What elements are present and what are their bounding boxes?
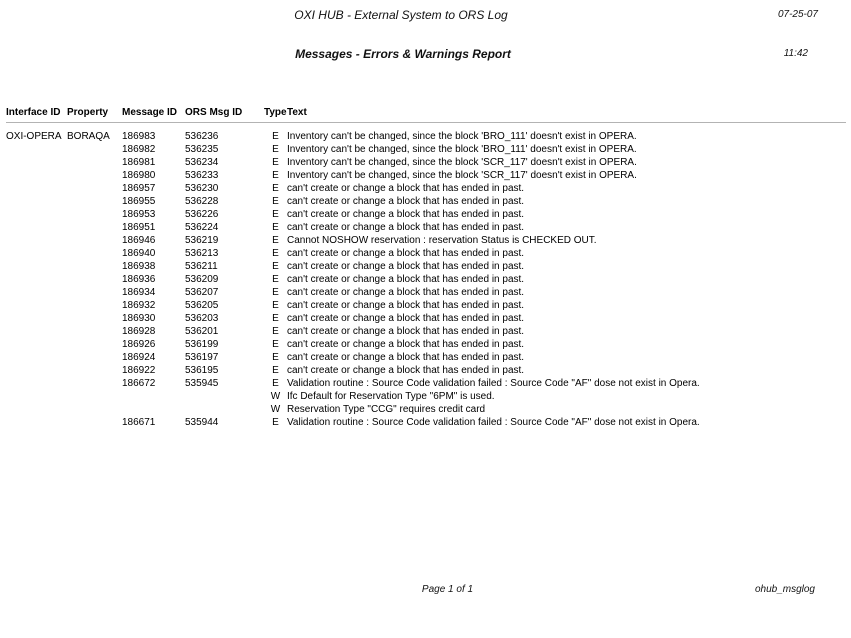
cell-type: E <box>272 183 279 194</box>
cell-message-id: 186932 <box>122 300 156 311</box>
cell-ors-msg-id: 535945 <box>185 378 219 389</box>
cell-message-id: 186982 <box>122 144 156 155</box>
table-row <box>6 221 846 234</box>
cell-interface-id: OXI-OPERA <box>6 131 62 142</box>
cell-property <box>67 351 122 364</box>
cell-property <box>67 390 122 403</box>
cell-type: W <box>270 404 281 415</box>
cell-text: can't create or change a block that has ended in past. <box>287 261 525 272</box>
table-row <box>6 338 846 351</box>
cell-interface-id <box>6 195 67 208</box>
cell-property <box>67 208 122 221</box>
table-row <box>6 195 846 208</box>
cell-property <box>67 182 122 195</box>
cell-message-id: 186930 <box>122 313 156 324</box>
cell-ors-msg-id: 536203 <box>185 313 219 324</box>
cell-text: can't create or change a block that has ended in past. <box>287 248 525 259</box>
cell-text: Cannot NOSHOW reservation : reservation Status is CHECKED OUT. <box>287 235 597 246</box>
cell-ors-msg-id: 536211 <box>185 261 218 272</box>
cell-message-id: 186922 <box>122 365 156 376</box>
cell-message-id: 186981 <box>122 157 156 168</box>
cell-text: can't create or change a block that has ended in past. <box>287 274 525 285</box>
cell-message-id: 186924 <box>122 352 156 363</box>
cell-type: E <box>272 157 279 168</box>
cell-ors-msg-id: 536234 <box>185 157 219 168</box>
cell-ors-msg-id: 536209 <box>185 274 219 285</box>
cell-type: E <box>272 131 279 142</box>
cell-message-id: 186934 <box>122 287 156 298</box>
cell-message-id <box>122 403 185 416</box>
cell-text: Validation routine : Source Code validation failed : Source Code "AF" dose not exist in Opera. <box>287 417 700 428</box>
table-row <box>6 156 846 169</box>
cell-property <box>67 260 122 273</box>
table-header-row <box>6 106 846 123</box>
cell-message-id: 186928 <box>122 326 156 337</box>
cell-text: Ifc Default for Reservation Type "6PM" is used. <box>287 391 495 402</box>
cell-type: E <box>272 326 279 337</box>
cell-interface-id <box>6 260 67 273</box>
table-row <box>6 325 846 338</box>
cell-interface-id <box>6 286 67 299</box>
table-row <box>6 312 846 325</box>
cell-interface-id <box>6 208 67 221</box>
column-header-interface-id: Interface ID <box>6 107 61 118</box>
cell-property <box>67 403 122 416</box>
cell-property <box>67 234 122 247</box>
cell-property <box>67 247 122 260</box>
report-title: OXI HUB - External System to ORS Log <box>294 8 508 22</box>
table-body <box>6 130 846 429</box>
table-row <box>6 273 846 286</box>
table-row <box>6 234 846 247</box>
cell-property <box>67 377 122 390</box>
cell-interface-id <box>6 234 67 247</box>
column-header-message-id: Message ID <box>122 107 178 118</box>
cell-ors-msg-id: 536233 <box>185 170 219 181</box>
cell-message-id <box>122 390 185 403</box>
cell-text: can't create or change a block that has ended in past. <box>287 300 525 311</box>
cell-message-id: 186957 <box>122 183 156 194</box>
cell-type: E <box>272 144 279 155</box>
cell-interface-id <box>6 273 67 286</box>
cell-type: E <box>272 261 279 272</box>
table-row <box>6 377 846 390</box>
cell-message-id: 186955 <box>122 196 156 207</box>
cell-type: E <box>272 170 279 181</box>
cell-ors-msg-id: 535944 <box>185 417 219 428</box>
cell-text: can't create or change a block that has ended in past. <box>287 209 525 220</box>
table-row <box>6 403 846 416</box>
cell-interface-id <box>6 247 67 260</box>
cell-ors-msg-id: 536197 <box>185 352 219 363</box>
cell-interface-id <box>6 169 67 182</box>
table-row <box>6 208 846 221</box>
log-table <box>6 106 846 429</box>
cell-text: Inventory can't be changed, since the block 'BRO_111' doesn't exist in OPERA. <box>287 131 637 142</box>
page-number: Page 1 of 1 <box>421 584 474 595</box>
cell-type: E <box>272 417 279 428</box>
cell-property <box>67 416 122 429</box>
cell-text: can't create or change a block that has ended in past. <box>287 326 525 337</box>
cell-interface-id <box>6 403 67 416</box>
cell-interface-id <box>6 390 67 403</box>
table-row <box>6 416 846 429</box>
column-header-text: Text <box>287 107 307 118</box>
cell-property <box>67 273 122 286</box>
cell-type: E <box>272 209 279 220</box>
table-row <box>6 182 846 195</box>
cell-type: E <box>272 313 279 324</box>
cell-message-id: 186936 <box>122 274 156 285</box>
cell-text: Inventory can't be changed, since the block 'SCR_117' doesn't exist in OPERA. <box>287 170 637 181</box>
cell-property <box>67 221 122 234</box>
table-row <box>6 390 846 403</box>
cell-type: E <box>272 274 279 285</box>
cell-ors-msg-id <box>185 403 264 416</box>
cell-interface-id <box>6 338 67 351</box>
cell-text: can't create or change a block that has ended in past. <box>287 313 525 324</box>
table-row <box>6 286 846 299</box>
cell-interface-id <box>6 221 67 234</box>
cell-message-id: 186672 <box>122 378 156 389</box>
cell-property <box>67 143 122 156</box>
cell-text: can't create or change a block that has ended in past. <box>287 339 525 350</box>
cell-ors-msg-id: 536226 <box>185 209 219 220</box>
cell-ors-msg-id: 536201 <box>185 326 219 337</box>
cell-message-id: 186938 <box>122 261 156 272</box>
cell-ors-msg-id: 536205 <box>185 300 219 311</box>
cell-text: can't create or change a block that has ended in past. <box>287 196 525 207</box>
cell-interface-id <box>6 182 67 195</box>
cell-message-id: 186951 <box>122 222 156 233</box>
cell-property <box>67 299 122 312</box>
cell-property <box>67 286 122 299</box>
table-row <box>6 169 846 182</box>
cell-property <box>67 169 122 182</box>
cell-text: Reservation Type "CCG" requires credit card <box>287 404 486 415</box>
cell-interface-id <box>6 299 67 312</box>
cell-interface-id <box>6 364 67 377</box>
cell-type: E <box>272 248 279 259</box>
cell-property <box>67 312 122 325</box>
cell-interface-id <box>6 325 67 338</box>
cell-type: W <box>270 391 281 402</box>
report-time: 11:42 <box>783 48 808 59</box>
cell-property: BORAQA <box>67 131 110 142</box>
cell-type: E <box>272 235 279 246</box>
cell-ors-msg-id: 536224 <box>185 222 219 233</box>
cell-interface-id <box>6 143 67 156</box>
cell-text: Inventory can't be changed, since the block 'SCR_117' doesn't exist in OPERA. <box>287 157 637 168</box>
cell-type: E <box>272 352 279 363</box>
cell-ors-msg-id: 536195 <box>185 365 219 376</box>
table-row <box>6 143 846 156</box>
cell-text: Validation routine : Source Code validation failed : Source Code "AF" dose not exist in Opera. <box>287 378 700 389</box>
cell-ors-msg-id: 536207 <box>185 287 219 298</box>
cell-property <box>67 364 122 377</box>
cell-interface-id <box>6 312 67 325</box>
cell-interface-id <box>6 351 67 364</box>
cell-text: Inventory can't be changed, since the block 'BRO_111' doesn't exist in OPERA. <box>287 144 637 155</box>
cell-ors-msg-id: 536213 <box>185 248 219 259</box>
cell-property <box>67 325 122 338</box>
cell-ors-msg-id: 536235 <box>185 144 219 155</box>
cell-message-id: 186926 <box>122 339 156 350</box>
column-header-ors-msg-id: ORS Msg ID <box>185 107 243 118</box>
table-row <box>6 247 846 260</box>
cell-type: E <box>272 196 279 207</box>
document-name: ohub_msglog <box>754 584 815 595</box>
cell-ors-msg-id: 536236 <box>185 131 219 142</box>
cell-interface-id <box>6 377 67 390</box>
cell-property <box>67 195 122 208</box>
cell-message-id: 186946 <box>122 235 156 246</box>
cell-text: can't create or change a block that has ended in past. <box>287 287 525 298</box>
cell-type: E <box>272 287 279 298</box>
cell-type: E <box>272 222 279 233</box>
cell-interface-id <box>6 156 67 169</box>
cell-text: can't create or change a block that has ended in past. <box>287 222 525 233</box>
cell-message-id: 186940 <box>122 248 156 259</box>
cell-text: can't create or change a block that has ended in past. <box>287 365 525 376</box>
table-row <box>6 364 846 377</box>
cell-message-id: 186980 <box>122 170 156 181</box>
table-row <box>6 130 846 143</box>
table-row <box>6 351 846 364</box>
report-subtitle: Messages - Errors & Warnings Report <box>295 47 511 61</box>
cell-ors-msg-id <box>185 390 264 403</box>
cell-message-id: 186953 <box>122 209 156 220</box>
cell-type: E <box>272 339 279 350</box>
column-header-property: Property <box>67 107 109 118</box>
cell-type: E <box>272 378 279 389</box>
cell-type: E <box>272 365 279 376</box>
cell-text: can't create or change a block that has ended in past. <box>287 183 525 194</box>
cell-interface-id <box>6 416 67 429</box>
cell-ors-msg-id: 536228 <box>185 196 219 207</box>
cell-property <box>67 338 122 351</box>
cell-type: E <box>272 300 279 311</box>
table-row <box>6 260 846 273</box>
cell-ors-msg-id: 536219 <box>185 235 219 246</box>
table-row <box>6 299 846 312</box>
cell-text: can't create or change a block that has ended in past. <box>287 352 525 363</box>
cell-property <box>67 156 122 169</box>
column-header-type: Type <box>264 107 287 118</box>
cell-message-id: 186983 <box>122 131 156 142</box>
report-date: 07-25-07 <box>777 9 818 20</box>
cell-ors-msg-id: 536199 <box>185 339 219 350</box>
cell-ors-msg-id: 536230 <box>185 183 219 194</box>
cell-message-id: 186671 <box>122 417 156 428</box>
